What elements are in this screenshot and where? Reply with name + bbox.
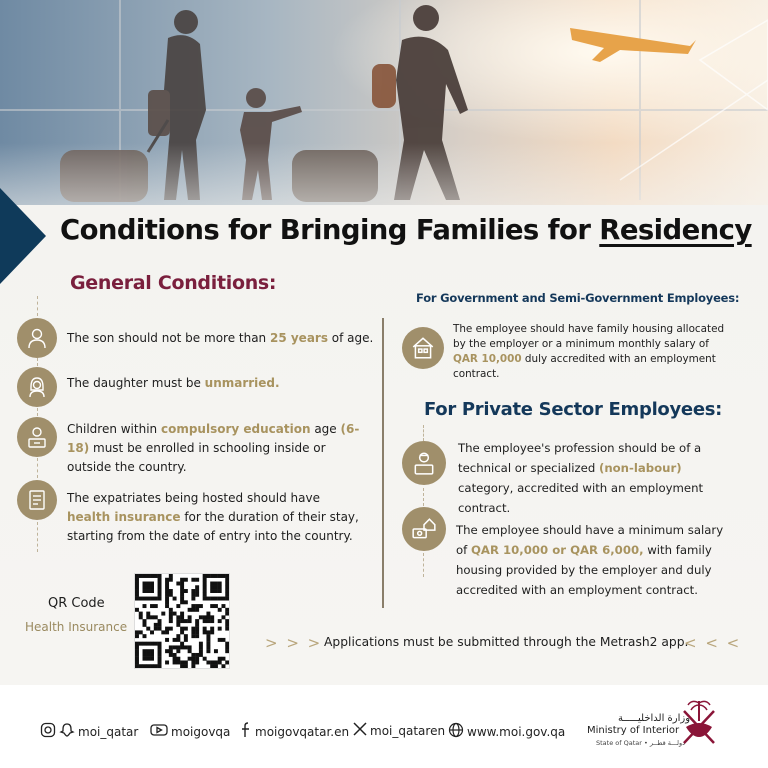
qr-code[interactable] [134, 573, 230, 669]
boy-icon [17, 318, 57, 358]
chevron-right-icon: > > > [265, 634, 323, 652]
general-item-1: The son should not be more than 25 years of age. [67, 331, 374, 345]
moi-emblem-icon [676, 697, 722, 753]
divider [37, 296, 38, 316]
social-instagram-snapchat[interactable]: moi_qatar [40, 722, 138, 741]
government-heading: For Government and Semi-Government Employees: [416, 291, 740, 305]
qr-label: QR Code [48, 596, 105, 611]
apply-instruction: Applications must be submitted through the Metrash2 app. [324, 635, 689, 649]
divider [423, 553, 424, 577]
government-condition: The employee should have family housing allocated by the employer or a minimum monthly salary of QAR 10,000 duly accredited with an employment contract. [453, 323, 725, 380]
ministry-name-english: Ministry of Interior [587, 725, 680, 736]
divider [37, 522, 38, 552]
divider [37, 358, 38, 366]
column-divider [382, 318, 384, 608]
private-heading: For Private Sector Employees: [424, 399, 723, 420]
general-item-4: The expatriates being hosted should have health insurance for the duration of their stay, starting from the date of entry into the country. [67, 491, 359, 543]
social-facebook[interactable]: moigovqatar.en [240, 722, 349, 741]
divider [423, 425, 424, 441]
state-of-qatar-label: State of Qatar • دولـــة قطــر [596, 739, 685, 747]
private-item-1: The employee's profession should be of a technical or specialized (non-labour) category, accredited with an employment contract. [458, 441, 704, 515]
corner-triangle [0, 188, 46, 284]
chevron-left-icon: < < < [684, 634, 742, 652]
globe-icon [448, 722, 464, 741]
divider [37, 408, 38, 416]
facebook-icon [240, 722, 252, 741]
instagram-icon [40, 722, 56, 741]
page-title: Conditions for Bringing Families for Residency [60, 214, 752, 246]
girl-icon [17, 367, 57, 407]
x-icon [353, 722, 367, 739]
social-x[interactable]: moi_qataren [353, 722, 445, 739]
general-item-2: The daughter must be unmarried. [67, 376, 280, 390]
qr-sublabel: Health Insurance [25, 620, 128, 634]
social-youtube[interactable]: moigovqa [150, 722, 230, 741]
salary-house-icon [402, 507, 446, 551]
snapchat-icon [59, 722, 75, 741]
student-icon [17, 417, 57, 457]
house-icon [402, 327, 444, 369]
ministry-name-arabic: وزارة الداخليـــــة [618, 713, 691, 724]
divider [423, 488, 424, 506]
private-item-2: The employee should have a minimum salary of QAR 10,000 or QAR 6,000, with family housing provided by the employer and duly accredited with an employment contract. [456, 523, 724, 597]
youtube-icon [150, 722, 168, 741]
social-website[interactable]: www.moi.gov.qa [448, 722, 565, 741]
worker-icon [402, 441, 446, 485]
general-conditions-heading: General Conditions: [70, 272, 277, 294]
document-icon [17, 480, 57, 520]
general-item-3: Children within compulsory education age (6-18) must be enrolled in schooling inside or outside the country. [67, 422, 360, 474]
divider [37, 458, 38, 478]
